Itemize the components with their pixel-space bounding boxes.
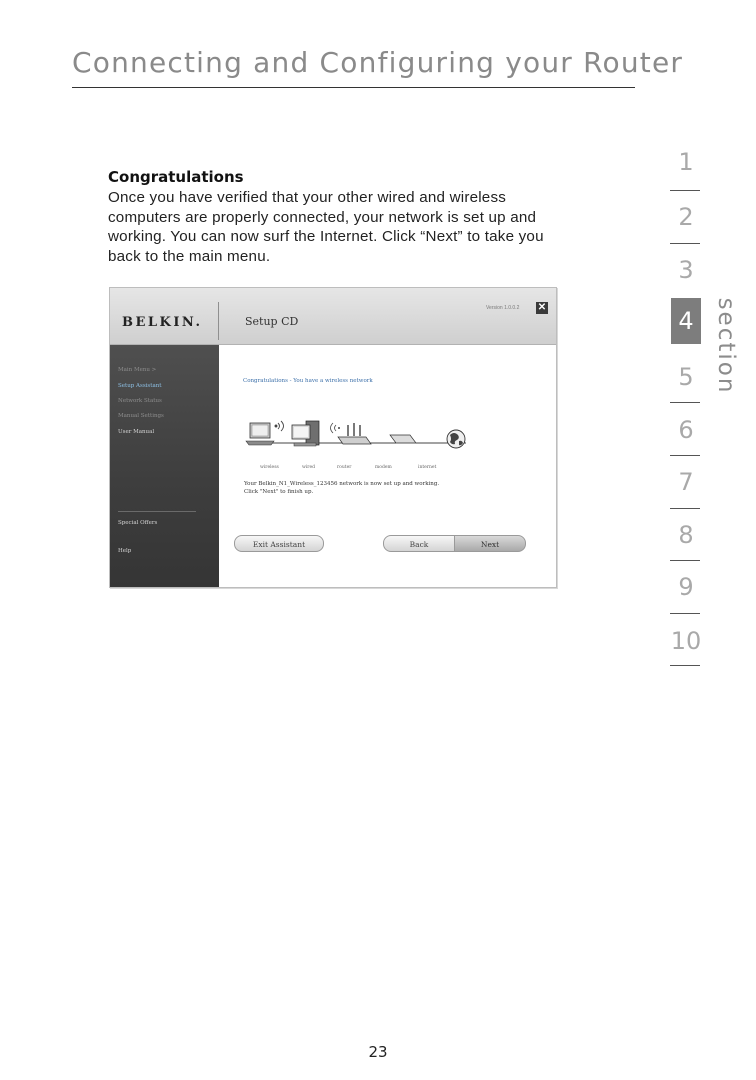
sidebar-item-manual-settings[interactable]: Manual Settings	[118, 413, 164, 419]
app-main-panel	[220, 345, 556, 587]
app-header-bar	[110, 288, 556, 345]
sidebar-item-network-status[interactable]: Network Status	[118, 398, 162, 404]
internet-globe-icon	[447, 430, 465, 448]
close-button[interactable]: ✕	[537, 302, 547, 313]
section-tab-4-active	[671, 298, 701, 344]
section-rule	[670, 190, 700, 191]
desktop-computer-icon	[292, 421, 319, 446]
body-line: computers are properly connected, your network is set up and	[108, 208, 537, 226]
section-tab-6: 6	[678, 416, 694, 444]
section-rule	[670, 665, 700, 666]
body-paragraph	[108, 188, 618, 266]
header-rule	[72, 87, 635, 88]
sidebar-item-user-manual[interactable]: User Manual	[118, 429, 155, 435]
section-label	[714, 296, 738, 396]
wireless-signal-icon	[275, 421, 284, 431]
section-tab-8: 8	[678, 521, 694, 549]
next-button[interactable]: Next	[454, 535, 526, 552]
section-tab-10: 10	[670, 627, 702, 655]
section-rule	[670, 508, 700, 509]
exit-assistant-button[interactable]: Exit Assistant	[234, 535, 324, 552]
body-line: back to the main menu.	[108, 247, 271, 265]
sidebar-item-setup-assistant[interactable]: Setup Assistant	[118, 383, 162, 389]
section-heading: Congratulations	[108, 168, 244, 186]
back-button[interactable]: Back	[383, 535, 455, 552]
setup-cd-screenshot	[109, 287, 557, 588]
section-rule	[670, 613, 700, 614]
page-header-title: Connecting and Configuring your Router	[72, 46, 684, 79]
diagram-label-wireless: wireless	[260, 465, 279, 470]
diagram-label-wired: wired	[302, 465, 315, 470]
section-tab-5: 5	[678, 363, 694, 391]
section-tab-9: 9	[678, 573, 694, 601]
diagram-label-internet: internet	[418, 465, 437, 470]
sidebar-item-special-offers[interactable]: Special Offers	[118, 520, 158, 526]
status-instruction: Click "Next" to finish up.	[244, 489, 314, 495]
router-icon	[331, 423, 372, 444]
section-tab-4: 4	[678, 307, 694, 335]
network-diagram	[240, 399, 490, 465]
section-rule	[670, 243, 700, 244]
section-tab-3: 3	[678, 256, 694, 284]
laptop-icon	[246, 423, 274, 445]
version-label: Version 1.0.0.2	[486, 305, 520, 311]
main-title: Congratulations - You have a wireless network	[243, 378, 373, 384]
section-rule	[670, 402, 700, 403]
sidebar-divider	[118, 511, 196, 512]
body-line: working. You can now surf the Internet. Click “Next” to take you	[108, 228, 544, 245]
body-line: Once you have verified that your other wired and wireless	[108, 189, 507, 206]
diagram-label-router: router	[337, 465, 352, 470]
diagram-label-modem: modem	[375, 465, 392, 470]
section-rule	[670, 455, 700, 456]
section-tab-7: 7	[678, 468, 694, 496]
intro-block	[108, 168, 618, 266]
status-message: Your Belkin_N1_Wireless_123456 network is now set up and working.	[244, 481, 440, 487]
page-number: 23	[368, 1043, 388, 1061]
section-tab-1: 1	[678, 148, 694, 176]
sidebar-item-help[interactable]: Help	[118, 548, 132, 554]
section-tab-2: 2	[678, 203, 694, 231]
section-word: section	[713, 297, 739, 395]
belkin-logo: BELKIN.	[122, 315, 203, 330]
header-divider	[218, 302, 219, 340]
modem-icon	[390, 435, 416, 443]
sidebar-item-main-menu[interactable]: Main Menu >	[118, 367, 157, 373]
section-rule	[670, 560, 700, 561]
app-sidebar	[110, 345, 219, 587]
app-title: Setup CD	[245, 315, 299, 328]
